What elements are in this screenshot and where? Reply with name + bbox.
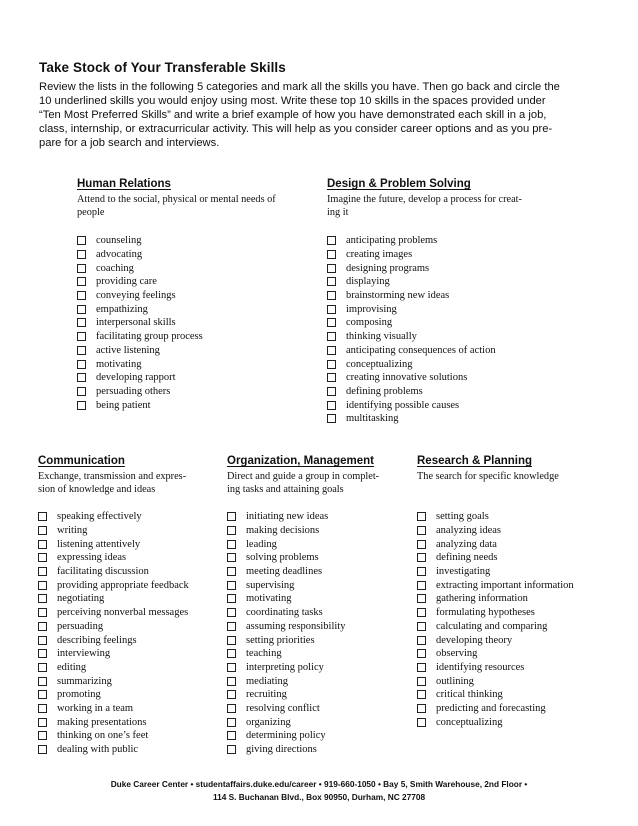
checkbox[interactable] (38, 745, 47, 754)
checkbox[interactable] (327, 264, 336, 273)
skill-item (38, 592, 223, 606)
skill-item (227, 524, 412, 538)
skill-label: motivating (96, 358, 142, 370)
skill-item (227, 510, 412, 524)
checkbox[interactable] (417, 581, 426, 590)
skill-label: brainstorming new ideas (346, 290, 450, 302)
skill-label: facilitating group process (96, 331, 203, 343)
section-communication (38, 455, 223, 756)
checkbox[interactable] (227, 622, 236, 631)
skill-item (38, 702, 223, 716)
description-line: sion of knowledge and ideas (38, 484, 156, 495)
section-heading: Design & Problem Solving (327, 178, 471, 190)
checkbox[interactable] (227, 512, 236, 521)
skill-label: determining policy (246, 730, 326, 742)
skill-item (38, 674, 223, 688)
skill-label: summarizing (57, 675, 112, 687)
checkbox[interactable] (417, 690, 426, 699)
skill-item (227, 729, 412, 743)
skill-label: resolving conflict (246, 702, 320, 714)
checkbox[interactable] (327, 250, 336, 259)
skill-item (417, 606, 617, 620)
skill-label: multitasking (346, 413, 399, 425)
section-description (77, 193, 317, 219)
intro-line: pare for a job search and interviews. (39, 137, 220, 149)
skill-list (327, 234, 577, 426)
skill-label: interpreting policy (246, 661, 324, 673)
skill-label: promoting (57, 689, 101, 701)
skill-label: outlining (436, 675, 474, 687)
checkbox[interactable] (38, 636, 47, 645)
skill-item (77, 330, 317, 344)
skill-item (77, 248, 317, 262)
skill-label: assuming responsibility (246, 620, 346, 632)
section-heading: Communication (38, 455, 125, 467)
skill-item (227, 565, 412, 579)
skill-label: describing feelings (57, 634, 137, 646)
skill-item (417, 647, 617, 661)
section-organization-management (227, 455, 412, 756)
checkbox[interactable] (38, 581, 47, 590)
skill-label: organizing (246, 716, 291, 728)
skill-label: gathering information (436, 593, 528, 605)
skill-label: providing appropriate feedback (57, 579, 189, 591)
description-line: Direct and guide a group in complet- (227, 471, 380, 482)
checkbox[interactable] (38, 540, 47, 549)
skill-label: defining problems (346, 385, 423, 397)
skill-item (327, 316, 577, 330)
skill-label: interpersonal skills (96, 317, 176, 329)
skill-label: anticipating consequences of action (346, 344, 496, 356)
section-heading: Organization, Management (227, 455, 374, 467)
skill-item (417, 674, 617, 688)
checkbox[interactable] (77, 277, 86, 286)
skill-item (38, 688, 223, 702)
checkbox[interactable] (417, 594, 426, 603)
skill-item (417, 715, 617, 729)
skill-label: conceptualizing (436, 716, 503, 728)
skill-item (417, 620, 617, 634)
description-line: ing tasks and attaining goals (227, 484, 344, 495)
skill-item (38, 565, 223, 579)
checkbox[interactable] (327, 332, 336, 341)
skill-item (327, 248, 577, 262)
skill-label: coordinating tasks (246, 607, 323, 619)
section-description (327, 193, 577, 219)
skill-item (417, 633, 617, 647)
checkbox[interactable] (227, 540, 236, 549)
skill-item (417, 578, 617, 592)
intro-paragraph (39, 80, 611, 150)
checkbox[interactable] (417, 622, 426, 631)
skill-label: being patient (96, 399, 151, 411)
skill-list (38, 510, 223, 756)
skill-label: perceiving nonverbal messages (57, 607, 189, 619)
section-human-relations (77, 178, 317, 412)
skill-label: empathizing (96, 303, 148, 315)
skill-label: identifying resources (436, 661, 525, 673)
skill-item (417, 510, 617, 524)
skill-item (227, 661, 412, 675)
checkbox[interactable] (227, 567, 236, 576)
skill-label: meeting deadlines (246, 566, 323, 578)
skill-item (227, 578, 412, 592)
skill-label: advocating (96, 249, 143, 261)
checkbox[interactable] (38, 608, 47, 617)
section-heading: Research & Planning (417, 455, 533, 467)
description-line: Imagine the future, develop a process for creat- (327, 194, 522, 205)
skill-item (77, 344, 317, 358)
skill-item (227, 715, 412, 729)
skill-item (227, 647, 412, 661)
skill-label: formulating hypotheses (436, 607, 535, 619)
checkbox[interactable] (227, 526, 236, 535)
skill-label: expressing ideas (57, 552, 127, 564)
checkbox[interactable] (77, 305, 86, 314)
description-line: Attend to the social, physical or mental needs of (77, 194, 276, 205)
checkbox[interactable] (417, 649, 426, 658)
description-line: ing it (327, 207, 349, 218)
checkbox[interactable] (38, 677, 47, 686)
skill-label: defining needs (436, 552, 498, 564)
checkbox[interactable] (227, 663, 236, 672)
skill-item (227, 743, 412, 757)
skill-item (417, 565, 617, 579)
checkbox[interactable] (38, 663, 47, 672)
skill-label: anticipating problems (346, 235, 438, 247)
skill-label: displaying (346, 276, 390, 288)
skill-item (327, 385, 577, 399)
page-title: Take Stock of Your Transferable Skills (39, 60, 286, 75)
skill-item (38, 715, 223, 729)
skill-label: recruiting (246, 689, 287, 701)
skill-label: facilitating discussion (57, 566, 149, 578)
checkbox[interactable] (77, 360, 86, 369)
skill-item (38, 606, 223, 620)
skill-item (327, 412, 577, 426)
checkbox[interactable] (417, 704, 426, 713)
skill-label: active listening (96, 344, 160, 356)
skill-label: improvising (346, 303, 397, 315)
checkbox[interactable] (38, 704, 47, 713)
checkbox[interactable] (77, 401, 86, 410)
skill-label: working in a team (57, 702, 134, 714)
footer-contact (0, 778, 638, 804)
checkbox[interactable] (77, 318, 86, 327)
skill-item (227, 633, 412, 647)
skill-item (227, 674, 412, 688)
checkbox[interactable] (38, 690, 47, 699)
skill-item (327, 234, 577, 248)
skill-label: analyzing data (436, 538, 497, 550)
skill-item (327, 398, 577, 412)
skill-label: designing programs (346, 262, 430, 274)
checkbox[interactable] (327, 414, 336, 423)
skill-label: leading (246, 538, 277, 550)
skill-label: interviewing (57, 648, 111, 660)
skill-item (77, 261, 317, 275)
skill-item (327, 261, 577, 275)
section-description (227, 470, 412, 496)
skill-item (38, 537, 223, 551)
description-line: The search for specific knowledge (417, 471, 559, 482)
skill-item (77, 316, 317, 330)
skill-item (38, 743, 223, 757)
checkbox[interactable] (38, 512, 47, 521)
section-research-planning (417, 455, 617, 729)
skill-label: editing (57, 661, 87, 673)
skill-list (227, 510, 412, 756)
skill-label: composing (346, 317, 393, 329)
section-description (38, 470, 223, 496)
skill-label: thinking visually (346, 331, 417, 343)
skill-list (417, 510, 617, 729)
checkbox[interactable] (38, 649, 47, 658)
skill-label: observing (436, 648, 478, 660)
skill-item (77, 234, 317, 248)
skill-item (227, 688, 412, 702)
checkbox[interactable] (227, 649, 236, 658)
skill-item (227, 551, 412, 565)
skill-label: counseling (96, 235, 142, 247)
intro-line: class, internship, or extracurricular activity. This will help as you consider career options and as you pre- (39, 123, 553, 135)
checkbox[interactable] (227, 594, 236, 603)
checkbox[interactable] (77, 236, 86, 245)
skill-label: extracting important information (436, 579, 574, 591)
skill-label: investigating (436, 566, 491, 578)
section-design-problem-solving (327, 178, 577, 426)
skill-item (77, 289, 317, 303)
skill-label: making presentations (57, 716, 147, 728)
skill-label: thinking on one’s feet (57, 730, 149, 742)
checkbox[interactable] (227, 731, 236, 740)
skill-item (227, 620, 412, 634)
skill-item (38, 729, 223, 743)
checkbox[interactable] (227, 553, 236, 562)
checkbox[interactable] (417, 512, 426, 521)
skill-label: coaching (96, 262, 134, 274)
skill-label: making decisions (246, 525, 320, 537)
skill-item (417, 524, 617, 538)
checkbox[interactable] (77, 346, 86, 355)
skill-label: solving problems (246, 552, 319, 564)
skill-item (327, 344, 577, 358)
skill-item (327, 330, 577, 344)
checkbox[interactable] (77, 250, 86, 259)
section-heading: Human Relations (77, 178, 171, 190)
skill-item (417, 661, 617, 675)
skill-list (77, 234, 317, 412)
skill-label: dealing with public (57, 744, 139, 756)
checkbox[interactable] (327, 360, 336, 369)
checkbox[interactable] (227, 581, 236, 590)
skill-item (77, 385, 317, 399)
skill-label: mediating (246, 675, 288, 687)
checkbox[interactable] (227, 718, 236, 727)
skill-label: supervising (246, 579, 295, 591)
skill-label: giving directions (246, 744, 317, 756)
checkbox[interactable] (77, 387, 86, 396)
skill-item (327, 371, 577, 385)
skill-item (227, 592, 412, 606)
skill-label: creating innovative solutions (346, 372, 468, 384)
checkbox[interactable] (38, 553, 47, 562)
skill-item (38, 647, 223, 661)
skill-item (227, 537, 412, 551)
intro-line: 10 underlined skills you would enjoy using most. Write these top 10 skills in the spaces provided under (39, 95, 546, 107)
skill-item (327, 357, 577, 371)
skill-label: calculating and comparing (436, 620, 548, 632)
skill-label: setting goals (436, 511, 489, 523)
description-line: Exchange, transmission and expres- (38, 471, 187, 482)
checkbox[interactable] (38, 567, 47, 576)
checkbox[interactable] (227, 677, 236, 686)
skill-item (38, 620, 223, 634)
checkbox[interactable] (227, 745, 236, 754)
checkbox[interactable] (38, 622, 47, 631)
checkbox[interactable] (417, 677, 426, 686)
skill-label: persuading others (96, 385, 171, 397)
skill-label: setting priorities (246, 634, 315, 646)
skill-label: teaching (246, 648, 282, 660)
skill-label: speaking effectively (57, 511, 142, 523)
checkbox[interactable] (327, 277, 336, 286)
skill-label: conceptualizing (346, 358, 413, 370)
checkbox[interactable] (417, 526, 426, 535)
skill-label: critical thinking (436, 689, 503, 701)
skill-item (417, 702, 617, 716)
skill-item (327, 289, 577, 303)
skill-item (77, 275, 317, 289)
checkbox[interactable] (38, 526, 47, 535)
skill-item (417, 592, 617, 606)
skill-label: predicting and forecasting (436, 702, 546, 714)
checkbox[interactable] (327, 291, 336, 300)
skill-item (227, 606, 412, 620)
skill-label: persuading (57, 620, 104, 632)
skill-label: motivating (246, 593, 292, 605)
skill-label: writing (57, 525, 88, 537)
description-line: people (77, 207, 105, 218)
checkbox[interactable] (77, 332, 86, 341)
section-description (417, 470, 617, 483)
checkbox[interactable] (227, 704, 236, 713)
checkbox[interactable] (417, 718, 426, 727)
checkbox[interactable] (38, 731, 47, 740)
skill-item (417, 551, 617, 565)
checkbox[interactable] (77, 373, 86, 382)
skill-item (38, 510, 223, 524)
skill-item (77, 371, 317, 385)
checkbox[interactable] (77, 291, 86, 300)
checkbox[interactable] (417, 567, 426, 576)
checkbox[interactable] (327, 373, 336, 382)
skill-item (327, 275, 577, 289)
checkbox[interactable] (417, 663, 426, 672)
checkbox[interactable] (327, 346, 336, 355)
checkbox[interactable] (38, 594, 47, 603)
checkbox[interactable] (38, 718, 47, 727)
skill-item (38, 661, 223, 675)
checkbox[interactable] (327, 236, 336, 245)
skill-item (77, 302, 317, 316)
checkbox[interactable] (417, 540, 426, 549)
skill-item (417, 537, 617, 551)
skill-item (77, 357, 317, 371)
skill-label: identifying possible causes (346, 399, 460, 411)
skill-label: developing theory (436, 634, 513, 646)
skill-label: negotiating (57, 593, 105, 605)
footer-line: Duke Career Center • studentaffairs.duke.edu/career • 919-660-1050 • Bay 5, Smith Warehouse, 2nd Floor • (110, 779, 528, 789)
skill-label: conveying feelings (96, 290, 176, 302)
checkbox[interactable] (327, 318, 336, 327)
checkbox[interactable] (227, 636, 236, 645)
skill-label: listening attentively (57, 538, 141, 550)
skill-label: analyzing ideas (436, 525, 502, 537)
skill-item (38, 524, 223, 538)
skill-item (227, 702, 412, 716)
skill-item (77, 398, 317, 412)
checkbox[interactable] (327, 401, 336, 410)
skill-label: initiating new ideas (246, 511, 329, 523)
footer-line: 114 S. Buchanan Blvd., Box 90950, Durham, NC 27708 (212, 792, 426, 802)
checkbox[interactable] (417, 636, 426, 645)
checkbox[interactable] (227, 690, 236, 699)
checkbox[interactable] (77, 264, 86, 273)
skill-label: providing care (96, 276, 157, 288)
checkbox[interactable] (327, 305, 336, 314)
checkbox[interactable] (227, 608, 236, 617)
skill-label: creating images (346, 249, 413, 261)
checkbox[interactable] (417, 553, 426, 562)
checkbox[interactable] (327, 387, 336, 396)
skill-item (38, 633, 223, 647)
skill-item (38, 578, 223, 592)
skill-item (417, 688, 617, 702)
intro-line: Review the lists in the following 5 categories and mark all the skills you have. Then go back and circle the (39, 81, 560, 93)
checkbox[interactable] (417, 608, 426, 617)
skill-label: developing rapport (96, 372, 176, 384)
skill-item (327, 302, 577, 316)
intro-line: “Ten Most Preferred Skills” and write a brief example of how you have demonstrated each skill in a job, (39, 109, 547, 121)
skill-item (38, 551, 223, 565)
